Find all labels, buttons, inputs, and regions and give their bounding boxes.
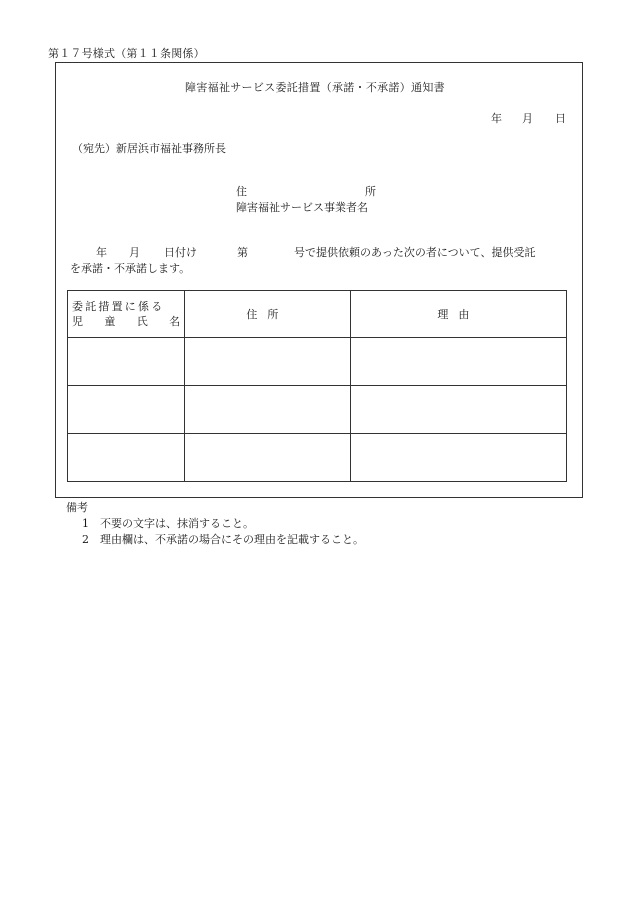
cell-reason[interactable] <box>350 386 566 434</box>
sender-block <box>236 184 376 216</box>
note-text: 理由欄は、不承諾の場合にその理由を記載すること。 <box>100 533 364 546</box>
cell-child-name[interactable] <box>68 338 185 386</box>
body-year: 年 <box>96 246 107 259</box>
cell-address[interactable] <box>185 434 351 482</box>
date-day-label: 日 <box>555 112 566 125</box>
table-header-row <box>68 291 567 338</box>
body-line1-rest: 号で提供依頼のあった次の者について、提供受託 <box>294 246 536 259</box>
children-table <box>67 290 567 482</box>
cell-child-name[interactable] <box>68 386 185 434</box>
table-row <box>68 434 567 482</box>
header-child-char: 名 <box>169 315 181 328</box>
note-number: 2 <box>82 533 89 546</box>
header-child-char: 児 <box>72 315 83 328</box>
note-number: 1 <box>82 517 89 530</box>
header-reason: 理由 <box>350 291 566 338</box>
body-text <box>70 245 570 277</box>
sender-address-row <box>236 184 376 200</box>
date-month-label: 月 <box>522 112 533 125</box>
date-line <box>491 110 566 126</box>
sender-address-char1: 住 <box>236 185 247 198</box>
table-row <box>68 338 567 386</box>
body-dated: 日付け <box>164 246 197 259</box>
cell-reason[interactable] <box>350 338 566 386</box>
header-child-name <box>68 291 185 338</box>
note-item <box>66 532 364 548</box>
cell-address[interactable] <box>185 386 351 434</box>
header-child-name-line1: 委託措置に係る <box>72 300 165 313</box>
cell-child-name[interactable] <box>68 434 185 482</box>
body-number-prefix: 第 <box>237 246 248 259</box>
sender-name-label: 障害福祉サービス事業者名 <box>236 201 368 214</box>
cell-address[interactable] <box>185 338 351 386</box>
note-text: 不要の文字は、抹消すること。 <box>100 517 254 530</box>
cell-reason[interactable] <box>350 434 566 482</box>
body-line-2: を承諾・不承諾します。 <box>70 262 191 275</box>
date-year-label: 年 <box>491 112 502 125</box>
document-title: 障害福祉サービス委託措置（承諾・不承諾）通知書 <box>185 81 445 94</box>
form-number: 第１７号様式（第１１条関係） <box>48 47 205 60</box>
sender-address-char2: 所 <box>365 185 376 198</box>
notes-section <box>66 500 364 548</box>
body-line-1 <box>70 245 570 261</box>
notes-heading: 備考 <box>66 501 88 514</box>
header-child-name-line2 <box>72 314 180 329</box>
body-month: 月 <box>129 246 140 259</box>
addressee: （宛先）新居浜市福祉事務所長 <box>72 142 226 155</box>
header-child-char: 童 <box>104 315 116 328</box>
header-child-char: 氏 <box>136 315 148 328</box>
table-row <box>68 386 567 434</box>
note-item <box>66 516 364 532</box>
header-address: 住所 <box>185 291 351 338</box>
